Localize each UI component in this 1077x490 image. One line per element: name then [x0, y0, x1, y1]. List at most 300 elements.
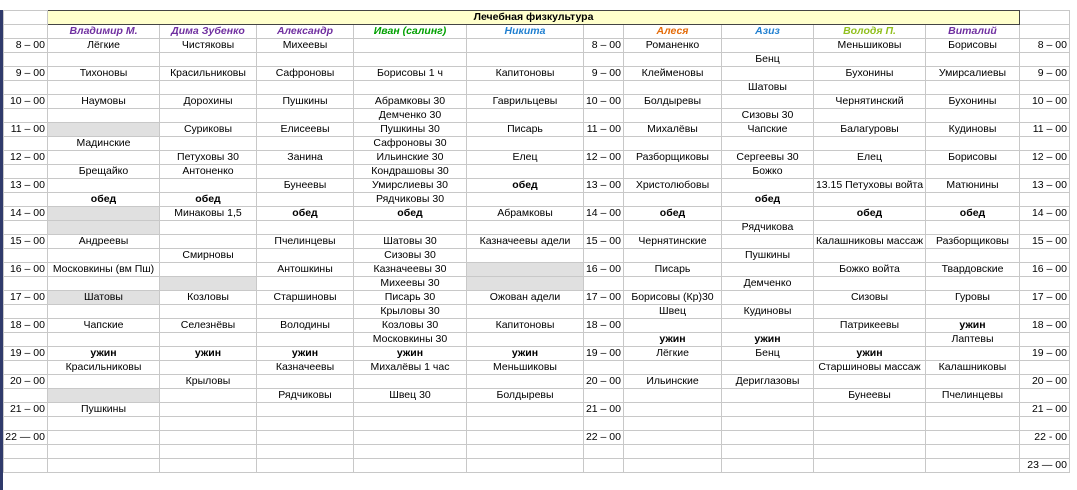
schedule-cell[interactable]: Петуховы 30	[160, 151, 257, 165]
time-cell[interactable]: 18 – 00	[4, 319, 48, 333]
schedule-cell[interactable]: Демченко 30	[354, 109, 467, 123]
schedule-cell[interactable]: обед	[354, 207, 467, 221]
schedule-cell[interactable]	[48, 53, 160, 67]
schedule-cell[interactable]: Кондрашовы 30	[354, 165, 467, 179]
schedule-cell[interactable]: Старшиновы	[257, 291, 354, 305]
time-cell[interactable]	[4, 249, 48, 263]
schedule-cell[interactable]: Демченко	[722, 277, 814, 291]
time-cell[interactable]: 11 – 00	[1020, 123, 1070, 137]
schedule-cell[interactable]: Смирновы	[160, 249, 257, 263]
schedule-cell[interactable]	[722, 95, 814, 109]
schedule-cell[interactable]	[257, 193, 354, 207]
schedule-cell[interactable]	[624, 109, 722, 123]
empty-cell[interactable]	[4, 25, 48, 39]
schedule-cell[interactable]: Бухонины	[814, 67, 926, 81]
schedule-cell[interactable]: Чапские	[48, 319, 160, 333]
schedule-cell[interactable]: Чистяковы	[160, 39, 257, 53]
schedule-cell[interactable]	[160, 445, 257, 459]
schedule-cell[interactable]	[467, 333, 584, 347]
time-cell[interactable]	[584, 53, 624, 67]
schedule-cell[interactable]: Капитоновы	[467, 67, 584, 81]
time-cell[interactable]	[1020, 361, 1070, 375]
schedule-cell[interactable]	[926, 431, 1020, 445]
schedule-cell[interactable]: ужин	[624, 333, 722, 347]
time-cell[interactable]: 19 – 00	[4, 347, 48, 361]
schedule-cell[interactable]: Минаковы 1,5	[160, 207, 257, 221]
time-cell[interactable]	[1020, 137, 1070, 151]
schedule-cell[interactable]	[926, 305, 1020, 319]
time-cell[interactable]	[4, 109, 48, 123]
schedule-cell[interactable]	[48, 207, 160, 221]
time-cell[interactable]: 20 – 00	[1020, 375, 1070, 389]
time-cell[interactable]: 8 – 00	[1020, 39, 1070, 53]
schedule-cell[interactable]: Пушкины 30	[354, 123, 467, 137]
schedule-cell[interactable]: Михеевы	[257, 39, 354, 53]
sheet-title[interactable]: Лечебная физкультура	[48, 11, 1020, 25]
time-cell[interactable]: 15 – 00	[1020, 235, 1070, 249]
schedule-cell[interactable]	[257, 403, 354, 417]
schedule-cell[interactable]: Швец 30	[354, 389, 467, 403]
schedule-cell[interactable]	[926, 445, 1020, 459]
schedule-cell[interactable]	[624, 431, 722, 445]
schedule-cell[interactable]: Тихоновы	[48, 67, 160, 81]
schedule-cell[interactable]: Рядчиковы	[257, 389, 354, 403]
schedule-cell[interactable]	[624, 53, 722, 67]
schedule-cell[interactable]: Шатовы	[48, 291, 160, 305]
time-cell[interactable]	[4, 165, 48, 179]
time-cell[interactable]: 14 – 00	[1020, 207, 1070, 221]
schedule-cell[interactable]: Лаптевы	[926, 333, 1020, 347]
schedule-cell[interactable]: Борисовы (Кр)30	[624, 291, 722, 305]
schedule-cell[interactable]	[257, 81, 354, 95]
schedule-cell[interactable]	[722, 207, 814, 221]
schedule-cell[interactable]	[624, 319, 722, 333]
schedule-cell[interactable]	[257, 165, 354, 179]
schedule-cell[interactable]: Чернятинские	[624, 235, 722, 249]
schedule-cell[interactable]: Разборщиковы	[926, 235, 1020, 249]
schedule-cell[interactable]	[926, 375, 1020, 389]
schedule-cell[interactable]: Болдыревы	[467, 389, 584, 403]
schedule-cell[interactable]: Дорохины	[160, 95, 257, 109]
time-cell[interactable]	[584, 165, 624, 179]
time-cell[interactable]: 13 – 00	[584, 179, 624, 193]
schedule-cell[interactable]	[48, 221, 160, 235]
schedule-cell[interactable]	[624, 417, 722, 431]
time-cell[interactable]	[4, 333, 48, 347]
schedule-cell[interactable]	[354, 403, 467, 417]
time-cell[interactable]	[584, 417, 624, 431]
schedule-cell[interactable]	[467, 165, 584, 179]
schedule-cell[interactable]: Московкины (вм Пш)	[48, 263, 160, 277]
schedule-cell[interactable]: Наумовы	[48, 95, 160, 109]
schedule-cell[interactable]: Борисовы	[926, 151, 1020, 165]
schedule-cell[interactable]: Ильинские	[624, 375, 722, 389]
schedule-cell[interactable]	[814, 53, 926, 67]
schedule-cell[interactable]	[257, 459, 354, 473]
schedule-cell[interactable]: Рядчиковы 30	[354, 193, 467, 207]
schedule-cell[interactable]: Пушкины	[257, 95, 354, 109]
schedule-cell[interactable]: ужин	[354, 347, 467, 361]
schedule-cell[interactable]: ужин	[48, 347, 160, 361]
schedule-cell[interactable]	[624, 81, 722, 95]
schedule-cell[interactable]	[160, 109, 257, 123]
empty-cell[interactable]	[1020, 25, 1070, 39]
schedule-cell[interactable]: обед	[48, 193, 160, 207]
time-cell[interactable]	[584, 445, 624, 459]
schedule-cell[interactable]	[160, 333, 257, 347]
schedule-cell[interactable]: Шатовы	[722, 81, 814, 95]
schedule-cell[interactable]	[926, 109, 1020, 123]
schedule-cell[interactable]: Лёгкие	[624, 347, 722, 361]
schedule-cell[interactable]	[160, 221, 257, 235]
schedule-cell[interactable]	[467, 305, 584, 319]
schedule-cell[interactable]	[257, 221, 354, 235]
schedule-cell[interactable]: Калашниковы	[926, 361, 1020, 375]
schedule-cell[interactable]: Сизовы 30	[354, 249, 467, 263]
schedule-cell[interactable]	[814, 193, 926, 207]
time-cell[interactable]	[4, 445, 48, 459]
time-cell[interactable]	[4, 137, 48, 151]
schedule-cell[interactable]: Бенц	[722, 347, 814, 361]
header-vitaliy[interactable]: Виталий	[926, 25, 1020, 39]
schedule-cell[interactable]: Борисовы	[926, 39, 1020, 53]
schedule-cell[interactable]	[48, 445, 160, 459]
schedule-cell[interactable]	[624, 459, 722, 473]
schedule-cell[interactable]	[354, 39, 467, 53]
schedule-cell[interactable]: Капитоновы	[467, 319, 584, 333]
schedule-cell[interactable]	[467, 53, 584, 67]
schedule-cell[interactable]	[48, 417, 160, 431]
schedule-cell[interactable]	[722, 67, 814, 81]
schedule-cell[interactable]	[467, 137, 584, 151]
time-cell[interactable]: 8 – 00	[584, 39, 624, 53]
time-cell[interactable]: 16 – 00	[1020, 263, 1070, 277]
schedule-cell[interactable]: Писарь	[624, 263, 722, 277]
time-cell[interactable]: 12 – 00	[1020, 151, 1070, 165]
schedule-cell[interactable]	[467, 403, 584, 417]
schedule-cell[interactable]: Клейменовы	[624, 67, 722, 81]
schedule-cell[interactable]	[722, 291, 814, 305]
schedule-cell[interactable]	[814, 249, 926, 263]
schedule-cell[interactable]	[624, 249, 722, 263]
schedule-cell[interactable]	[160, 431, 257, 445]
time-cell[interactable]	[1020, 193, 1070, 207]
time-cell[interactable]	[1020, 333, 1070, 347]
time-cell[interactable]: 21 – 00	[1020, 403, 1070, 417]
time-cell[interactable]	[1020, 81, 1070, 95]
time-cell[interactable]: 15 – 00	[584, 235, 624, 249]
time-cell[interactable]: 11 – 00	[584, 123, 624, 137]
header-alesya[interactable]: Алеся	[624, 25, 722, 39]
time-cell[interactable]	[1020, 109, 1070, 123]
schedule-cell[interactable]	[467, 263, 584, 277]
header-nikita[interactable]: Никита	[467, 25, 584, 39]
schedule-cell[interactable]	[926, 165, 1020, 179]
schedule-cell[interactable]	[354, 417, 467, 431]
schedule-cell[interactable]	[722, 459, 814, 473]
time-cell[interactable]	[4, 53, 48, 67]
schedule-cell[interactable]	[467, 417, 584, 431]
time-cell[interactable]	[4, 459, 48, 473]
schedule-cell[interactable]: ужин	[160, 347, 257, 361]
schedule-cell[interactable]	[160, 403, 257, 417]
schedule-cell[interactable]	[160, 53, 257, 67]
schedule-cell[interactable]: Московкины 30	[354, 333, 467, 347]
time-cell[interactable]: 23 — 00	[1020, 459, 1070, 473]
schedule-cell[interactable]	[257, 305, 354, 319]
schedule-cell[interactable]	[814, 417, 926, 431]
schedule-cell[interactable]	[814, 165, 926, 179]
time-cell[interactable]	[584, 305, 624, 319]
time-cell[interactable]: 19 – 00	[584, 347, 624, 361]
schedule-cell[interactable]: обед	[722, 193, 814, 207]
schedule-cell[interactable]: Казначеевы адели	[467, 235, 584, 249]
schedule-cell[interactable]	[257, 417, 354, 431]
time-cell[interactable]: 15 – 00	[4, 235, 48, 249]
schedule-cell[interactable]	[257, 431, 354, 445]
schedule-cell[interactable]: Божко	[722, 165, 814, 179]
schedule-cell[interactable]: Крыловы	[160, 375, 257, 389]
schedule-cell[interactable]	[624, 277, 722, 291]
schedule-cell[interactable]: Бухонины	[926, 95, 1020, 109]
schedule-cell[interactable]: Козловы 30	[354, 319, 467, 333]
schedule-cell[interactable]	[624, 221, 722, 235]
schedule-cell[interactable]	[160, 305, 257, 319]
schedule-cell[interactable]: обед	[467, 179, 584, 193]
schedule-cell[interactable]: Казначеевы 30	[354, 263, 467, 277]
schedule-cell[interactable]	[624, 137, 722, 151]
time-cell[interactable]	[584, 137, 624, 151]
time-cell[interactable]: 13 – 00	[1020, 179, 1070, 193]
schedule-cell[interactable]	[722, 431, 814, 445]
schedule-cell[interactable]	[257, 375, 354, 389]
schedule-cell[interactable]	[926, 221, 1020, 235]
schedule-cell[interactable]: Сизовы 30	[722, 109, 814, 123]
schedule-cell[interactable]: Борисовы 1 ч	[354, 67, 467, 81]
header-vladimir[interactable]: Владимир М.	[48, 25, 160, 39]
schedule-cell[interactable]	[160, 417, 257, 431]
header-aleksandr[interactable]: Александр	[257, 25, 354, 39]
schedule-cell[interactable]	[467, 375, 584, 389]
time-cell[interactable]	[584, 249, 624, 263]
schedule-cell[interactable]	[257, 53, 354, 67]
schedule-cell[interactable]: Умирсалиевы	[926, 67, 1020, 81]
schedule-cell[interactable]	[926, 347, 1020, 361]
schedule-cell[interactable]	[624, 193, 722, 207]
schedule-cell[interactable]	[354, 459, 467, 473]
schedule-cell[interactable]	[467, 277, 584, 291]
time-cell[interactable]: 13 – 00	[4, 179, 48, 193]
header-volodya[interactable]: Володя П.	[814, 25, 926, 39]
time-cell[interactable]: 18 – 00	[584, 319, 624, 333]
schedule-cell[interactable]: Писарь 30	[354, 291, 467, 305]
time-cell[interactable]	[584, 361, 624, 375]
schedule-cell[interactable]	[160, 263, 257, 277]
schedule-cell[interactable]: Кудиновы	[722, 305, 814, 319]
time-cell[interactable]: 11 – 00	[4, 123, 48, 137]
schedule-cell[interactable]	[467, 249, 584, 263]
schedule-cell[interactable]: Бунеевы	[257, 179, 354, 193]
schedule-cell[interactable]	[467, 459, 584, 473]
schedule-cell[interactable]: Елец	[814, 151, 926, 165]
schedule-cell[interactable]: ужин	[257, 347, 354, 361]
time-cell[interactable]: 21 – 00	[4, 403, 48, 417]
schedule-cell[interactable]: Чапские	[722, 123, 814, 137]
schedule-cell[interactable]	[722, 319, 814, 333]
schedule-cell[interactable]	[257, 333, 354, 347]
schedule-cell[interactable]	[814, 431, 926, 445]
schedule-cell[interactable]: Мадинские	[48, 137, 160, 151]
schedule-cell[interactable]: Брещайко	[48, 165, 160, 179]
time-cell[interactable]: 12 – 00	[4, 151, 48, 165]
schedule-cell[interactable]	[48, 123, 160, 137]
schedule-cell[interactable]: обед	[257, 207, 354, 221]
schedule-cell[interactable]	[722, 361, 814, 375]
header-aziz[interactable]: Азиз	[722, 25, 814, 39]
schedule-cell[interactable]	[722, 39, 814, 53]
schedule-cell[interactable]	[354, 221, 467, 235]
schedule-cell[interactable]: ужин	[814, 347, 926, 361]
time-cell[interactable]	[1020, 305, 1070, 319]
schedule-cell[interactable]	[814, 81, 926, 95]
schedule-cell[interactable]	[814, 277, 926, 291]
schedule-cell[interactable]	[814, 375, 926, 389]
schedule-cell[interactable]	[257, 277, 354, 291]
time-cell[interactable]: 20 – 00	[4, 375, 48, 389]
schedule-cell[interactable]	[624, 361, 722, 375]
schedule-cell[interactable]	[926, 417, 1020, 431]
time-cell[interactable]	[584, 109, 624, 123]
time-cell[interactable]	[584, 333, 624, 347]
schedule-cell[interactable]	[722, 389, 814, 403]
schedule-cell[interactable]: Пчелинцевы	[926, 389, 1020, 403]
time-cell[interactable]	[4, 361, 48, 375]
time-cell[interactable]	[4, 193, 48, 207]
time-cell[interactable]	[584, 277, 624, 291]
time-cell[interactable]: 14 – 00	[584, 207, 624, 221]
time-cell[interactable]: 19 – 00	[1020, 347, 1070, 361]
schedule-cell[interactable]	[722, 403, 814, 417]
schedule-cell[interactable]	[257, 249, 354, 263]
time-cell[interactable]	[1020, 445, 1070, 459]
schedule-cell[interactable]	[48, 179, 160, 193]
schedule-cell[interactable]	[160, 81, 257, 95]
schedule-cell[interactable]: Елец	[467, 151, 584, 165]
schedule-cell[interactable]	[48, 375, 160, 389]
time-cell[interactable]: 9 – 00	[4, 67, 48, 81]
schedule-cell[interactable]	[926, 249, 1020, 263]
schedule-cell[interactable]: Меньшиковы	[467, 361, 584, 375]
time-cell[interactable]: 14 – 00	[4, 207, 48, 221]
time-cell[interactable]	[1020, 389, 1070, 403]
time-cell[interactable]: 21 – 00	[584, 403, 624, 417]
schedule-cell[interactable]	[814, 459, 926, 473]
schedule-cell[interactable]	[48, 109, 160, 123]
schedule-cell[interactable]	[926, 277, 1020, 291]
schedule-cell[interactable]: Володины	[257, 319, 354, 333]
schedule-cell[interactable]: Балагуровы	[814, 123, 926, 137]
schedule-cell[interactable]	[467, 445, 584, 459]
schedule-cell[interactable]: ужин	[722, 333, 814, 347]
schedule-cell[interactable]	[160, 361, 257, 375]
schedule-cell[interactable]	[48, 431, 160, 445]
time-cell[interactable]: 22 – 00	[584, 431, 624, 445]
schedule-cell[interactable]: Михеевы 30	[354, 277, 467, 291]
time-cell[interactable]: 22 — 00	[4, 431, 48, 445]
time-cell[interactable]: 17 – 00	[4, 291, 48, 305]
schedule-cell[interactable]: ужин	[467, 347, 584, 361]
time-cell[interactable]	[4, 277, 48, 291]
time-cell[interactable]	[1020, 249, 1070, 263]
schedule-cell[interactable]: Меньшиковы	[814, 39, 926, 53]
schedule-cell[interactable]: Красильниковы	[160, 67, 257, 81]
schedule-cell[interactable]	[814, 403, 926, 417]
time-cell[interactable]: 22 - 00	[1020, 431, 1070, 445]
schedule-cell[interactable]: Твардовские	[926, 263, 1020, 277]
time-cell[interactable]	[4, 417, 48, 431]
time-cell[interactable]	[584, 221, 624, 235]
schedule-cell[interactable]	[354, 431, 467, 445]
time-cell[interactable]: 9 – 00	[584, 67, 624, 81]
schedule-cell[interactable]: Сафроновы	[257, 67, 354, 81]
empty-cell[interactable]	[1020, 11, 1070, 25]
schedule-cell[interactable]	[926, 137, 1020, 151]
schedule-cell[interactable]	[467, 81, 584, 95]
schedule-cell[interactable]: обед	[624, 207, 722, 221]
empty-cell[interactable]	[584, 25, 624, 39]
time-cell[interactable]: 10 – 00	[4, 95, 48, 109]
schedule-cell[interactable]	[624, 445, 722, 459]
time-cell[interactable]	[584, 389, 624, 403]
schedule-cell[interactable]: Умирслиевы 30	[354, 179, 467, 193]
schedule-cell[interactable]: Елисеевы	[257, 123, 354, 137]
schedule-cell[interactable]: Ожован адели	[467, 291, 584, 305]
schedule-cell[interactable]: Михалёвы 1 час	[354, 361, 467, 375]
schedule-cell[interactable]	[624, 389, 722, 403]
time-cell[interactable]	[4, 305, 48, 319]
schedule-cell[interactable]: обед	[926, 207, 1020, 221]
schedule-cell[interactable]	[722, 235, 814, 249]
schedule-cell[interactable]	[257, 137, 354, 151]
schedule-cell[interactable]	[467, 221, 584, 235]
schedule-cell[interactable]	[467, 109, 584, 123]
schedule-cell[interactable]: Сафроновы 30	[354, 137, 467, 151]
schedule-cell[interactable]	[722, 445, 814, 459]
empty-cell[interactable]	[4, 11, 48, 25]
time-cell[interactable]	[4, 221, 48, 235]
schedule-cell[interactable]: Пушкины	[722, 249, 814, 263]
schedule-cell[interactable]: Суриковы	[160, 123, 257, 137]
schedule-cell[interactable]: Козловы	[160, 291, 257, 305]
schedule-cell[interactable]	[48, 81, 160, 95]
schedule-cell[interactable]	[48, 249, 160, 263]
time-cell[interactable]	[1020, 53, 1070, 67]
schedule-cell[interactable]: Гуровы	[926, 291, 1020, 305]
schedule-cell[interactable]: Абрамковы 30	[354, 95, 467, 109]
schedule-cell[interactable]: ужин	[926, 319, 1020, 333]
schedule-cell[interactable]	[926, 193, 1020, 207]
schedule-cell[interactable]: обед	[160, 193, 257, 207]
header-dima[interactable]: Дима Зубенко	[160, 25, 257, 39]
time-cell[interactable]	[4, 81, 48, 95]
schedule-cell[interactable]: Разборщиковы	[624, 151, 722, 165]
schedule-cell[interactable]: Селезнёвы	[160, 319, 257, 333]
schedule-cell[interactable]	[48, 389, 160, 403]
schedule-cell[interactable]	[48, 333, 160, 347]
schedule-cell[interactable]	[48, 459, 160, 473]
schedule-cell[interactable]: Красильниковы	[48, 361, 160, 375]
schedule-cell[interactable]	[814, 305, 926, 319]
